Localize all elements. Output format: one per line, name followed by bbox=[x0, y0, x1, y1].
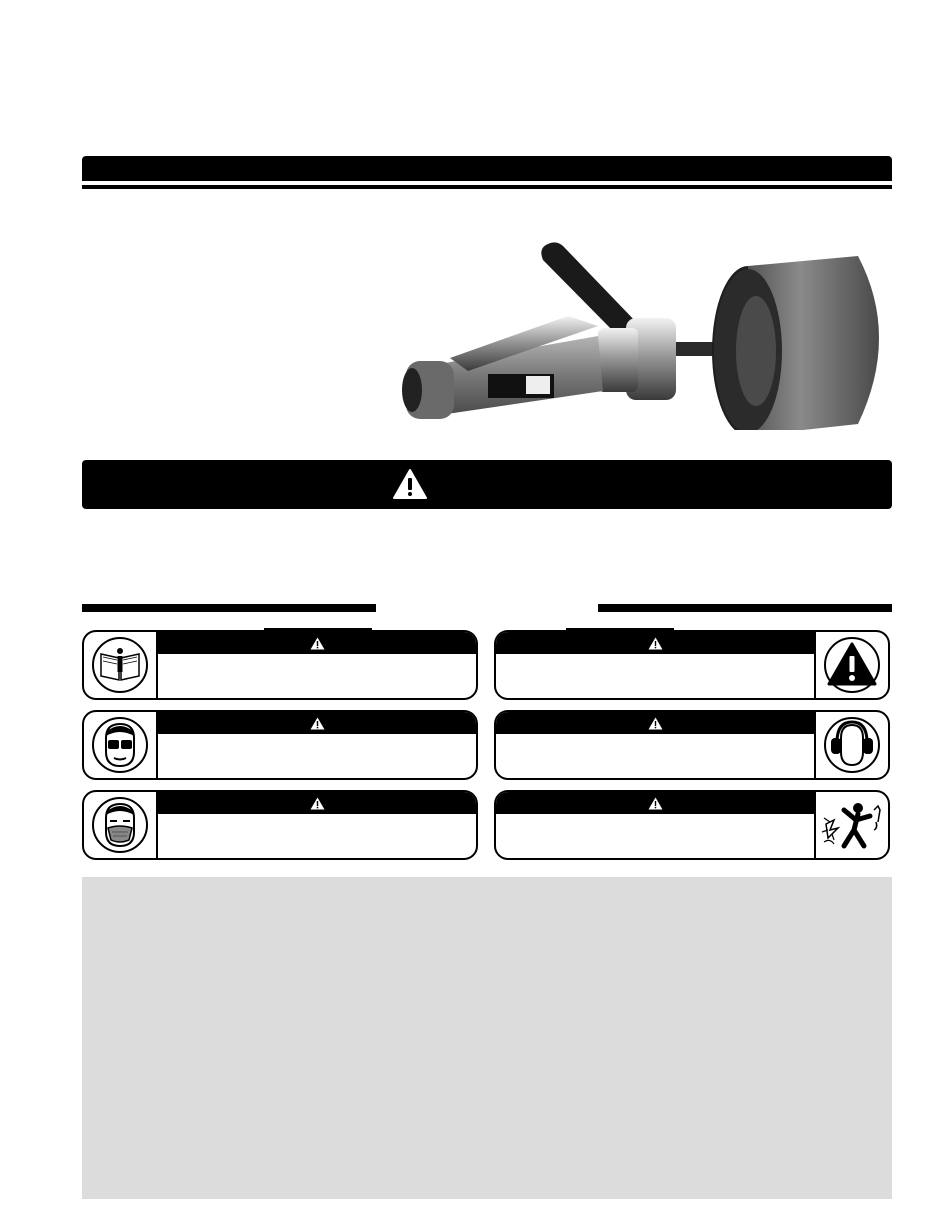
title-rule bbox=[82, 185, 892, 189]
safety-panel-projectile-hazard bbox=[494, 790, 890, 860]
read-manual-icon bbox=[91, 636, 149, 694]
hazard-warning-icon bbox=[823, 636, 881, 694]
caution-band bbox=[496, 632, 814, 654]
caution-band bbox=[158, 632, 476, 654]
caution-band bbox=[158, 712, 476, 734]
caution-band bbox=[496, 712, 814, 734]
warning-triangle-icon bbox=[310, 717, 325, 730]
safety-panel-hearing-protection bbox=[494, 710, 890, 780]
warning-triangle-icon bbox=[648, 717, 663, 730]
title-bar bbox=[82, 156, 892, 181]
icon-cell bbox=[814, 632, 888, 698]
respiratory-protection-icon bbox=[91, 796, 149, 854]
eye-protection-icon bbox=[91, 716, 149, 774]
projectile-hazard-icon bbox=[820, 796, 884, 854]
warning-triangle-icon bbox=[310, 797, 325, 810]
safety-panel-read-manual bbox=[82, 630, 478, 700]
section-rule-right bbox=[598, 604, 892, 612]
icon-cell bbox=[84, 712, 158, 778]
warning-triangle-icon bbox=[310, 637, 325, 650]
icon-cell bbox=[84, 632, 158, 698]
icon-cell bbox=[814, 712, 888, 778]
caution-band bbox=[158, 792, 476, 814]
warning-triangle-icon bbox=[648, 797, 663, 810]
hearing-protection-icon bbox=[823, 716, 881, 774]
icon-cell bbox=[814, 792, 888, 858]
safety-panel-respiratory-protection bbox=[82, 790, 478, 860]
warning-banner bbox=[82, 460, 892, 509]
caution-band bbox=[496, 792, 814, 814]
product-photo bbox=[388, 226, 900, 430]
warning-triangle-icon bbox=[392, 468, 428, 500]
safety-panel-eye-protection bbox=[82, 710, 478, 780]
section-rule-left bbox=[82, 604, 376, 612]
icon-cell bbox=[84, 792, 158, 858]
notes-box bbox=[82, 877, 892, 1199]
warning-triangle-icon bbox=[648, 637, 663, 650]
safety-panel-hazard bbox=[494, 630, 890, 700]
